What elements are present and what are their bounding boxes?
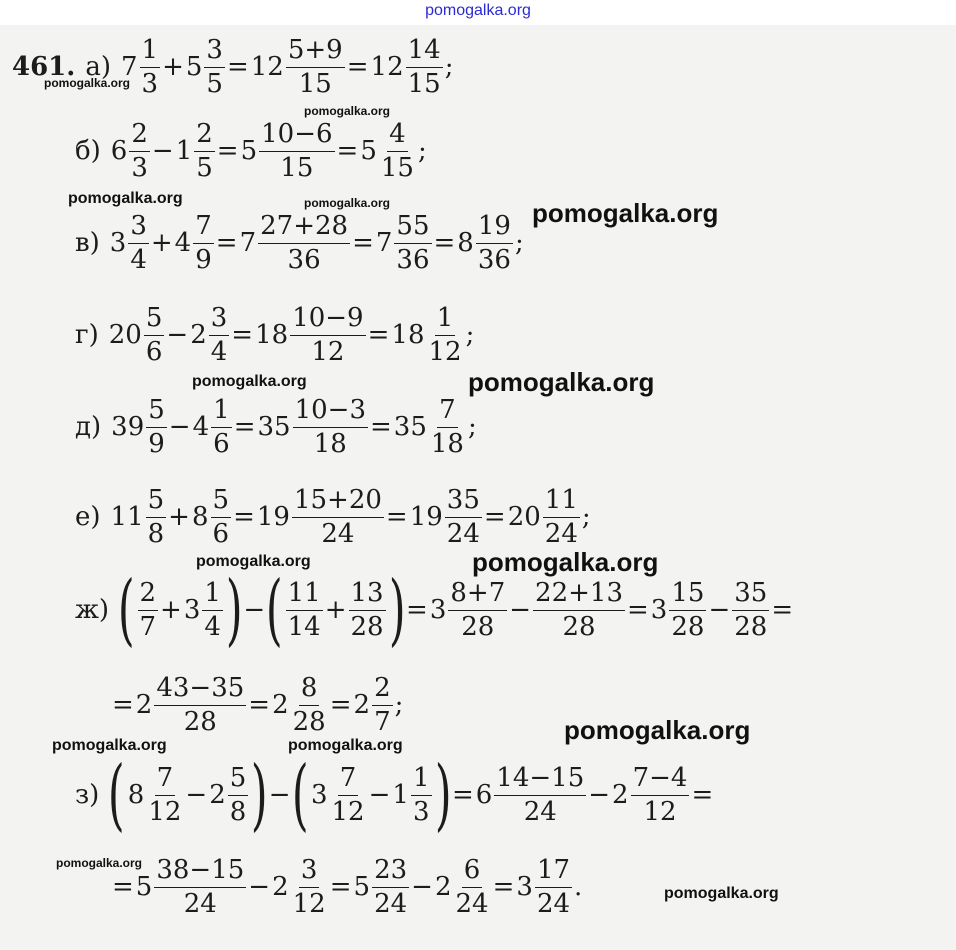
numerator: 35 — [732, 579, 769, 611]
watermark: pomogalka.org — [68, 190, 183, 207]
whole-part: 20 — [108, 320, 142, 350]
numerator: 23 — [372, 856, 409, 888]
whole-part: 39 — [111, 412, 145, 442]
textbook-page — [0, 25, 956, 950]
fraction — [209, 304, 230, 366]
watermark: pomogalka.org — [196, 553, 311, 570]
numerator: 19 — [476, 212, 513, 244]
numerator: 14−15 — [494, 764, 586, 796]
operator: − — [151, 136, 174, 166]
denominator: 6 — [212, 518, 230, 549]
denominator: 3 — [141, 68, 159, 99]
fraction — [194, 120, 215, 182]
item-label: д) — [75, 412, 102, 442]
numerator: 17 — [535, 856, 572, 888]
operator: ; — [417, 136, 427, 166]
denominator: 24 — [523, 796, 557, 827]
fraction — [533, 579, 625, 641]
operator: = — [231, 320, 254, 350]
numerator: 5 — [211, 486, 232, 518]
operator: − — [588, 780, 611, 810]
numerator: 15 — [669, 579, 706, 611]
whole-part: 2 — [353, 690, 371, 720]
fraction — [211, 486, 232, 548]
numerator: 4 — [387, 120, 408, 152]
denominator: 6 — [213, 428, 230, 459]
operator: = — [248, 690, 271, 720]
numerator: 3 — [128, 212, 149, 244]
numerator: 1 — [140, 36, 161, 68]
denominator: 12 — [292, 888, 326, 919]
bracket: ) — [251, 750, 268, 840]
numerator: 3 — [204, 36, 225, 68]
fraction — [286, 579, 323, 641]
denominator: 4 — [210, 336, 228, 367]
bracket: ( — [108, 750, 125, 840]
whole-part: 19 — [256, 502, 290, 532]
denominator: 28 — [461, 611, 495, 642]
fraction — [202, 579, 223, 641]
operator: = — [329, 872, 352, 902]
denominator: 15 — [407, 68, 441, 99]
denominator: 28 — [734, 611, 768, 642]
numerator: 1 — [202, 579, 223, 611]
numerator: 14 — [406, 36, 443, 68]
operator: ; — [394, 690, 404, 720]
fraction — [494, 764, 586, 826]
operator: ; — [467, 412, 477, 442]
numerator: 2 — [194, 120, 215, 152]
whole-part: 4 — [174, 228, 192, 258]
denominator: 12 — [428, 336, 462, 367]
whole-part: 12 — [250, 52, 284, 82]
problem-number: 461. — [12, 52, 76, 82]
denominator: 4 — [130, 244, 147, 275]
operator: ; — [514, 228, 524, 258]
whole-part: 2 — [434, 872, 452, 902]
numerator: 1 — [411, 764, 432, 796]
whole-part: 5 — [135, 872, 153, 902]
watermark: pomogalka.org — [192, 373, 307, 390]
fraction — [154, 674, 246, 736]
fraction — [543, 486, 580, 548]
numerator: 10−9 — [290, 304, 365, 336]
fraction — [286, 36, 345, 98]
numerator: 22+13 — [533, 579, 625, 611]
operator: − — [708, 595, 731, 625]
numerator: 11 — [286, 579, 323, 611]
operator: = — [406, 595, 428, 625]
fraction — [193, 212, 214, 274]
numerator: 7 — [437, 396, 458, 428]
watermark: pomogalka.org — [304, 196, 391, 210]
whole-part: 3 — [183, 595, 201, 625]
fraction — [259, 120, 334, 182]
fraction — [429, 396, 466, 458]
operator: + — [150, 228, 173, 258]
numerator: 2 — [138, 579, 159, 611]
denominator: 36 — [477, 244, 511, 275]
fraction — [669, 579, 706, 641]
whole-part: 3 — [650, 595, 668, 625]
line-zh-1 — [75, 565, 794, 655]
whole-part: 2 — [612, 780, 629, 810]
fraction — [454, 856, 491, 918]
operator: − — [411, 872, 433, 902]
fraction — [154, 856, 246, 918]
numerator: 11 — [543, 486, 580, 518]
fraction — [211, 396, 232, 458]
watermark: pomogalka.org — [664, 885, 779, 902]
denominator: 9 — [148, 428, 165, 459]
watermark: pomogalka.org — [468, 367, 655, 397]
whole-part: 2 — [272, 690, 289, 720]
operator: = — [483, 502, 506, 532]
denominator: 24 — [321, 518, 355, 549]
operator: − — [248, 872, 271, 902]
numerator: 27+28 — [258, 212, 350, 244]
whole-part: 5 — [240, 136, 258, 166]
numerator: 7 — [193, 212, 214, 244]
operator: = — [367, 320, 390, 350]
operator: + — [324, 595, 347, 625]
operator: = — [352, 228, 374, 258]
bracket: ) — [388, 565, 406, 655]
fraction — [291, 674, 328, 736]
operator: = — [346, 52, 369, 82]
whole-part: 8 — [127, 780, 145, 810]
line-zh-2 — [112, 665, 403, 745]
denominator: 24 — [374, 888, 408, 919]
fraction — [144, 304, 165, 366]
denominator: 12 — [643, 796, 677, 827]
line-d — [75, 387, 477, 467]
whole-part: 18 — [391, 320, 425, 350]
fraction — [448, 579, 507, 641]
operator: − — [509, 595, 532, 625]
fraction — [290, 304, 365, 366]
denominator: 28 — [292, 706, 326, 737]
whole-part: 7 — [239, 228, 257, 258]
fraction — [293, 396, 368, 458]
whole-part: 18 — [255, 320, 289, 350]
operator: + — [168, 502, 190, 532]
whole-part: 1 — [175, 136, 193, 166]
numerator: 3 — [209, 304, 230, 336]
numerator: 6 — [462, 856, 483, 888]
whole-part: 3 — [310, 780, 328, 810]
whole-part: 35 — [393, 412, 427, 442]
denominator: 5 — [206, 68, 223, 99]
denominator: 12 — [331, 796, 365, 827]
denominator: 4 — [204, 611, 221, 642]
whole-part: 7 — [375, 228, 393, 258]
denominator: 28 — [562, 611, 596, 642]
operator: = — [112, 872, 134, 902]
numerator: 5+9 — [286, 36, 345, 68]
denominator: 7 — [139, 611, 157, 642]
whole-part: 5 — [353, 872, 371, 902]
denominator: 24 — [183, 888, 217, 919]
whole-part: 2 — [272, 872, 289, 902]
whole-part: 2 — [209, 780, 226, 810]
numerator: 10−3 — [293, 396, 368, 428]
operator: . — [574, 872, 583, 902]
whole-part: 1 — [392, 780, 409, 810]
whole-part: 5 — [185, 52, 203, 82]
operator: − — [168, 412, 191, 442]
operator: + — [160, 595, 182, 625]
fraction — [138, 579, 159, 641]
watermark: pomogalka.org — [52, 737, 167, 754]
fraction — [146, 764, 183, 826]
numerator: 15+20 — [292, 486, 384, 518]
operator: = — [691, 780, 714, 810]
numerator: 55 — [394, 212, 431, 244]
whole-part: 6 — [475, 780, 493, 810]
fraction — [228, 764, 249, 826]
operator: = — [433, 228, 456, 258]
operator: − — [268, 780, 291, 810]
watermark: pomogalka.org — [288, 737, 403, 754]
fraction — [476, 212, 513, 274]
numerator: 2 — [372, 674, 393, 706]
denominator: 36 — [396, 244, 430, 275]
watermark: pomogalka.org — [56, 856, 143, 870]
whole-part: 2 — [190, 320, 207, 350]
operator: − — [166, 320, 189, 350]
fraction — [379, 120, 416, 182]
operator: = — [215, 228, 238, 258]
fraction — [146, 486, 167, 548]
bracket: ( — [266, 565, 283, 655]
fraction — [349, 579, 386, 641]
numerator: 1 — [435, 304, 456, 336]
bracket: ( — [117, 565, 135, 655]
operator: = — [216, 136, 239, 166]
operator: = — [112, 690, 134, 720]
fraction — [292, 486, 384, 548]
denominator: 24 — [544, 518, 578, 549]
numerator: 38−15 — [154, 856, 246, 888]
numerator: 5 — [144, 304, 165, 336]
line-z-2 — [112, 847, 582, 927]
fraction — [372, 674, 393, 736]
item-label: ж) — [75, 595, 110, 625]
denominator: 24 — [446, 518, 480, 549]
operator: = — [627, 595, 649, 625]
line-e — [75, 477, 591, 557]
fraction — [258, 212, 350, 274]
denominator: 12 — [311, 336, 345, 367]
numerator: 1 — [211, 396, 232, 428]
item-label: а) — [85, 52, 111, 82]
line-a — [12, 27, 453, 107]
operator: − — [185, 780, 208, 810]
whole-part: 19 — [409, 502, 443, 532]
numerator: 8+7 — [448, 579, 507, 611]
bracket: ) — [434, 750, 452, 840]
bracket: ) — [225, 565, 243, 655]
whole-part: 8 — [191, 502, 209, 532]
line-g — [75, 295, 474, 375]
operator: = — [492, 872, 515, 902]
denominator: 8 — [229, 796, 247, 827]
numerator: 7 — [155, 764, 176, 796]
numerator: 5 — [146, 396, 167, 428]
denominator: 24 — [455, 888, 489, 919]
operator: = — [370, 412, 392, 442]
numerator: 7 — [338, 764, 359, 796]
operator: = — [336, 136, 359, 166]
line-b — [75, 111, 427, 191]
numerator: 35 — [445, 486, 482, 518]
fraction — [406, 36, 443, 98]
fraction — [732, 579, 769, 641]
denominator: 18 — [430, 428, 464, 459]
whole-part: 2 — [135, 690, 153, 720]
fraction — [411, 764, 432, 826]
item-label: г) — [75, 320, 99, 350]
denominator: 28 — [671, 611, 705, 642]
operator: = — [226, 52, 249, 82]
fraction — [140, 36, 161, 98]
bracket: ( — [291, 750, 309, 840]
item-label: б) — [75, 136, 101, 166]
watermark: pomogalka.org — [44, 76, 131, 90]
denominator: 28 — [183, 706, 217, 737]
fraction — [372, 856, 409, 918]
denominator: 9 — [195, 244, 212, 275]
watermark: pomogalka.org — [304, 104, 391, 118]
fraction — [427, 304, 464, 366]
whole-part: 4 — [192, 412, 210, 442]
numerator: 2 — [129, 120, 150, 152]
item-label: е) — [75, 502, 101, 532]
whole-part: 20 — [507, 502, 541, 532]
operator: = — [771, 595, 794, 625]
operator: = — [233, 502, 255, 532]
denominator: 14 — [287, 611, 321, 642]
fraction — [204, 36, 225, 98]
numerator: 43−35 — [154, 674, 246, 706]
operator: − — [243, 595, 266, 625]
numerator: 13 — [349, 579, 386, 611]
fraction — [291, 856, 328, 918]
whole-part: 35 — [257, 412, 291, 442]
fraction — [394, 212, 431, 274]
fraction — [330, 764, 367, 826]
numerator: 10−6 — [259, 120, 334, 152]
denominator: 28 — [350, 611, 384, 642]
denominator: 3 — [131, 152, 148, 183]
whole-part: 3 — [109, 228, 127, 258]
whole-part: 3 — [516, 872, 533, 902]
numerator: 8 — [299, 674, 320, 706]
operator: = — [385, 502, 408, 532]
numerator: 3 — [299, 856, 320, 888]
watermark: pomogalka.org — [564, 715, 751, 745]
operator: + — [162, 52, 184, 82]
header-watermark: pomogalka.org — [425, 2, 531, 19]
denominator: 18 — [313, 428, 347, 459]
denominator: 24 — [536, 888, 571, 919]
fraction — [128, 212, 149, 274]
numerator: 7−4 — [631, 764, 690, 796]
fraction — [146, 396, 167, 458]
operator: − — [368, 780, 391, 810]
denominator: 15 — [380, 152, 414, 183]
whole-part: 5 — [360, 136, 377, 166]
fraction — [129, 120, 150, 182]
item-label: в) — [75, 228, 100, 258]
operator: ; — [465, 320, 475, 350]
fraction — [445, 486, 482, 548]
numerator: 5 — [228, 764, 249, 796]
whole-part: 12 — [370, 52, 404, 82]
line-z-1 — [75, 750, 714, 840]
denominator: 15 — [298, 68, 332, 99]
denominator: 36 — [287, 244, 321, 275]
watermark: pomogalka.org — [472, 547, 659, 577]
operator: = — [329, 690, 352, 720]
denominator: 15 — [280, 152, 314, 183]
whole-part: 6 — [110, 136, 128, 166]
denominator: 7 — [374, 706, 391, 737]
operator: ; — [581, 502, 591, 532]
numerator: 5 — [146, 486, 167, 518]
denominator: 5 — [196, 152, 213, 183]
whole-part: 7 — [120, 52, 138, 82]
fraction — [535, 856, 572, 918]
item-label: з) — [75, 780, 100, 810]
operator: = — [233, 412, 256, 442]
line-v — [75, 203, 524, 283]
whole-part: 8 — [457, 228, 474, 258]
whole-part: 11 — [110, 502, 144, 532]
denominator: 3 — [412, 796, 430, 827]
denominator: 12 — [148, 796, 182, 827]
watermark: pomogalka.org — [532, 198, 719, 228]
operator: ; — [444, 52, 454, 82]
whole-part: 3 — [429, 595, 447, 625]
denominator: 6 — [145, 336, 163, 367]
fraction — [631, 764, 690, 826]
denominator: 8 — [147, 518, 165, 549]
operator: = — [451, 780, 474, 810]
